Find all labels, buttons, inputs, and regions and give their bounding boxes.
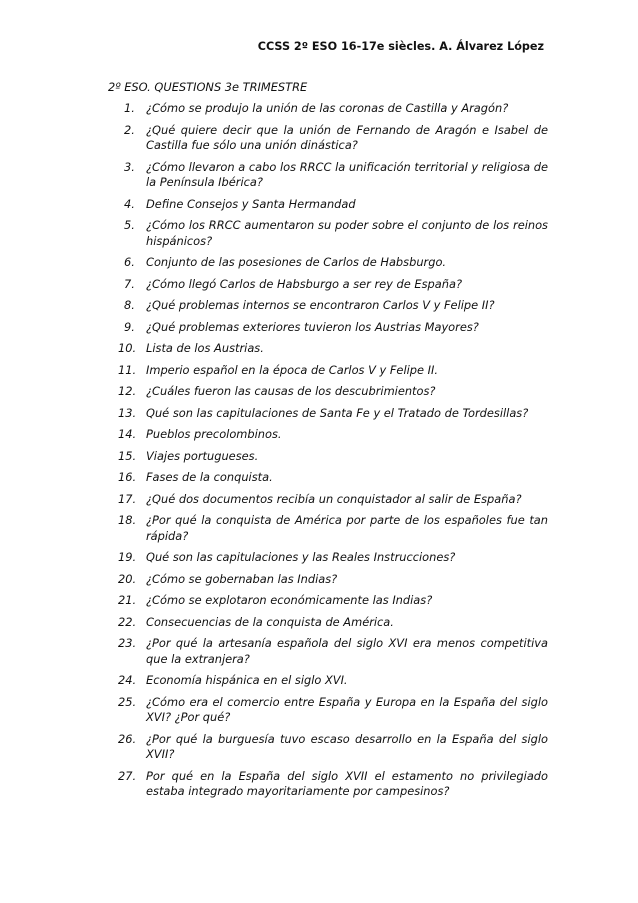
question-text: ¿Cómo se gobernaban las Indias? (146, 571, 338, 586)
question-item (108, 695, 548, 726)
question-text: Lista de los Austrias. (146, 341, 264, 355)
question-item (108, 593, 548, 609)
question-text: ¿Qué dos documentos recibía un conquistador al salir de España? (146, 491, 522, 506)
question-item (108, 673, 548, 689)
question-item (108, 197, 548, 213)
question-number: 22. (118, 614, 137, 629)
question-text: Conjunto de las posesiones de Carlos de Habsburgo. (146, 255, 447, 269)
question-item (108, 492, 548, 508)
question-number: 13. (118, 405, 137, 420)
page-header: CCSS 2º ESO 16-17e siècles. A. Álvarez López (257, 40, 544, 53)
question-number: 16. (118, 470, 137, 484)
question-number: 21. (118, 593, 137, 607)
question-item (108, 123, 548, 154)
question-text: Consecuencias de la conquista de América. (146, 614, 394, 629)
question-item (108, 470, 548, 486)
question-item (108, 406, 548, 422)
question-text: ¿Por qué la conquista de América por parte de los españoles fue tan rápida? (146, 513, 548, 543)
question-text: ¿Por qué la burguesía tuvo escaso desarrollo en la España del siglo XVII? (146, 731, 548, 761)
question-text: Qué son las capitulaciones y las Reales Instrucciones? (146, 550, 456, 564)
question-number: 4. (124, 196, 135, 211)
question-item (108, 732, 548, 763)
question-number: 19. (118, 550, 137, 564)
question-number: 10. (118, 341, 137, 355)
question-item (108, 101, 548, 117)
question-text: ¿Qué problemas exteriores tuvieron los Austrias Mayores? (146, 319, 479, 334)
question-item (108, 298, 548, 314)
question-number: 17. (118, 491, 137, 506)
question-number: 11. (118, 362, 137, 377)
question-text: ¿Cuáles fueron las causas de los descubrimientos? (146, 384, 436, 398)
question-text: Define Consejos y Santa Hermandad (146, 196, 356, 211)
question-number: 26. (118, 731, 137, 746)
question-list (108, 101, 548, 806)
question-number: 24. (118, 673, 137, 687)
question-text: ¿Cómo se explotaron económicamente las Indias? (146, 593, 433, 607)
question-item (108, 427, 548, 443)
question-item (108, 636, 548, 667)
question-text: Imperio español en la época de Carlos V y Felipe II. (146, 362, 438, 377)
question-text: ¿Por qué la artesanía española del siglo XVI era menos competitiva que la extranjera? (146, 636, 548, 666)
question-text: ¿Qué quiere decir que la unión de Fernando de Aragón e Isabel de Castilla fue sólo una unión dinástica? (146, 122, 548, 152)
question-item (108, 255, 548, 271)
question-item (108, 160, 548, 191)
question-item (108, 769, 548, 800)
question-number: 3. (124, 159, 135, 174)
question-number: 20. (118, 571, 137, 586)
question-number: 14. (118, 427, 137, 441)
question-number: 1. (124, 101, 135, 115)
question-text: Pueblos precolombinos. (146, 427, 282, 441)
question-text: ¿Cómo llevaron a cabo los RRCC la unificación territorial y religiosa de la Península Ibérica? (146, 159, 548, 189)
question-item (108, 218, 548, 249)
question-text: Qué son las capitulaciones de Santa Fe y el Tratado de Tordesillas? (146, 405, 529, 420)
question-item (108, 615, 548, 631)
question-text: ¿Cómo los RRCC aumentaron su poder sobre el conjunto de los reinos hispánicos? (146, 218, 548, 248)
question-item (108, 384, 548, 400)
question-text: ¿Qué problemas internos se encontraron Carlos V y Felipe II? (146, 298, 495, 312)
question-text: ¿Cómo llegó Carlos de Habsburgo a ser rey de España? (146, 276, 462, 291)
question-number: 5. (124, 218, 135, 232)
question-text: Viajes portugueses. (146, 448, 259, 463)
question-item (108, 320, 548, 336)
question-number: 12. (118, 384, 137, 398)
question-text: ¿Cómo se produjo la unión de las coronas de Castilla y Aragón? (146, 101, 509, 115)
question-number: 2. (124, 122, 135, 137)
question-item (108, 449, 548, 465)
question-number: 8. (124, 298, 135, 312)
question-number: 23. (118, 636, 137, 650)
question-item (108, 572, 548, 588)
question-text: ¿Cómo era el comercio entre España y Europa en la España del siglo XVI? ¿Por qué? (146, 694, 548, 724)
question-text: Por qué en la España del siglo XVII el estamento no privilegiado estaba integrado mayoritariamente por campesinos? (146, 768, 548, 798)
question-item (108, 513, 548, 544)
document-title: 2º ESO. QUESTIONS 3e TRIMESTRE (108, 80, 308, 94)
question-number: 27. (118, 768, 137, 783)
question-number: 18. (118, 513, 137, 527)
question-text: Fases de la conquista. (146, 470, 273, 484)
question-text: Economía hispánica en el siglo XVI. (146, 673, 348, 687)
question-number: 6. (124, 255, 135, 269)
question-item (108, 363, 548, 379)
question-item (108, 277, 548, 293)
question-number: 25. (118, 694, 137, 709)
question-number: 7. (124, 276, 135, 291)
question-item (108, 550, 548, 566)
question-item (108, 341, 548, 357)
question-number: 15. (118, 448, 137, 463)
question-number: 9. (124, 319, 135, 334)
